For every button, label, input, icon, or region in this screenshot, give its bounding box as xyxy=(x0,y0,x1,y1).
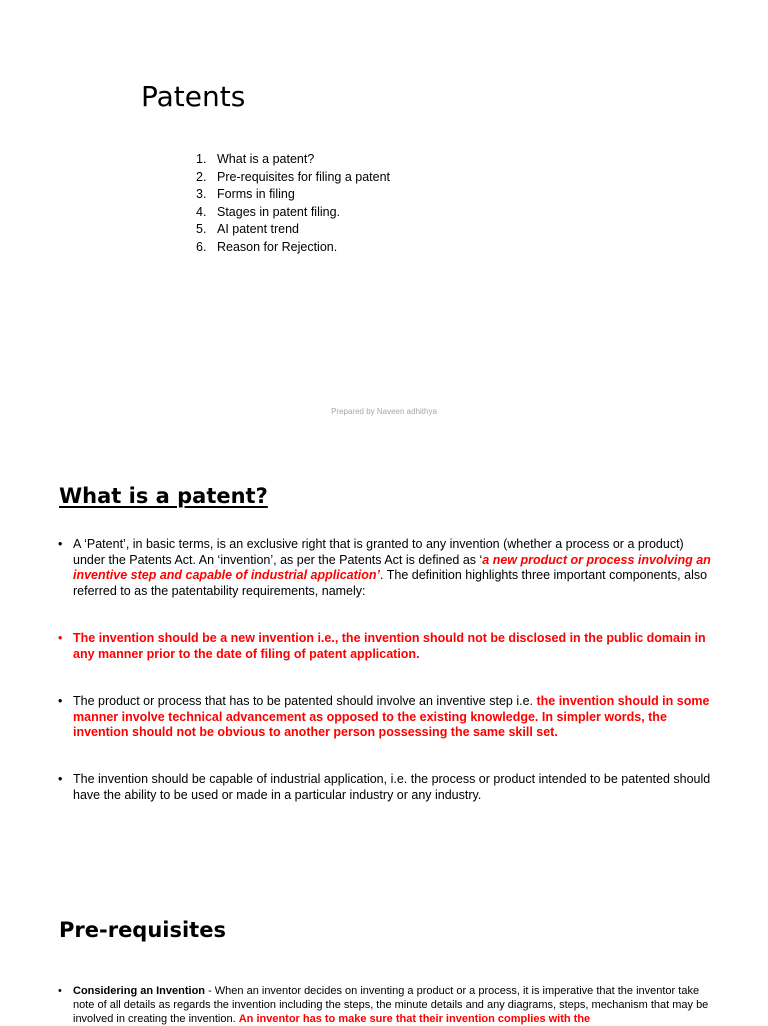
bullet-icon: • xyxy=(58,537,63,551)
list-number: 3. xyxy=(196,187,207,201)
bullet-text xyxy=(73,694,713,741)
list-item xyxy=(196,204,390,222)
bullet-item xyxy=(58,694,713,741)
list-number: 2. xyxy=(196,169,207,184)
bullet-icon: • xyxy=(58,631,63,645)
bullet-highlight: the invention should in some manner involve technical advancement as opposed to the existing knowledge. In simpler words, the invention should not be obvious to another person possessing the same skill set. xyxy=(73,694,710,739)
bullet-icon: • xyxy=(58,985,62,997)
bullet-text-part: . The definition highlights three important components, also referred to as the patentability requirements, namely: xyxy=(73,568,708,598)
bullet-item xyxy=(58,537,713,599)
bullet-item xyxy=(58,772,713,803)
bullet-text: The invention should be a new invention i.e., the invention should not be disclosed in the public domain in any manner prior to the date of filing of patent application. xyxy=(73,631,706,661)
list-number: 4. xyxy=(196,204,207,219)
bullet-text-part: A ‘Patent’, in basic terms, is an exclusive right that is granted to any invention (whether a process or a product) under the Patents Act. An ‘invention’, as per the Patents Act is defined as ‘ xyxy=(73,537,684,567)
bullet-text xyxy=(73,537,713,599)
list-text: Stages in patent filing. xyxy=(217,204,340,219)
table-of-contents xyxy=(196,151,390,256)
list-item xyxy=(196,221,390,239)
list-number: 5. xyxy=(196,222,207,236)
section-heading: What is a patent? xyxy=(59,484,268,508)
bullet-item xyxy=(58,631,713,662)
list-text: Pre-requisites for filing a patent xyxy=(217,169,391,184)
slide-footer: Prepared by Naveen adhithya xyxy=(331,407,437,416)
list-text: AI patent trend xyxy=(217,222,300,236)
list-text: Reason for Rejection. xyxy=(217,239,338,254)
bullet-icon: • xyxy=(58,694,63,708)
bullet-item xyxy=(58,984,713,1026)
section-heading: Pre-requisites xyxy=(59,918,226,942)
bullet-icon: • xyxy=(58,772,63,786)
bullet-text-part: The product or process that has to be patented should involve an inventive step i.e. xyxy=(73,694,537,708)
list-item xyxy=(196,151,390,169)
list-number: 6. xyxy=(196,239,207,254)
list-item xyxy=(196,169,390,187)
list-text: What is a patent? xyxy=(217,152,315,166)
bullet-text-part: - When an inventor decides on inventing a product or a process, it is imperative that the inventor take note of all details as regards the invention including the steps, the minute details and any diagrams, steps, mechanism that may be involved in creating the invention. xyxy=(73,985,709,1025)
slide-what-is-patent xyxy=(0,444,768,876)
list-text: Forms in filing xyxy=(217,187,295,201)
bullet-text xyxy=(73,984,713,1026)
definition-highlight: a new product or process involving an inventive step and capable of industrial application’ xyxy=(73,552,711,582)
slide-prerequisites xyxy=(0,880,768,1024)
bullet-lead: Considering an Invention xyxy=(73,985,206,997)
page-title: Patents xyxy=(141,80,246,113)
bullet-highlight: An inventor has to make sure that their invention complies with the xyxy=(238,1013,591,1025)
list-item xyxy=(196,186,390,204)
list-item xyxy=(196,239,390,257)
bullet-text: The invention should be capable of industrial application, i.e. the process or product intended to be patented should have the ability to be used or made in a particular industry or any industry. xyxy=(73,772,711,802)
slide-title xyxy=(0,0,768,430)
list-number: 1. xyxy=(196,152,207,166)
